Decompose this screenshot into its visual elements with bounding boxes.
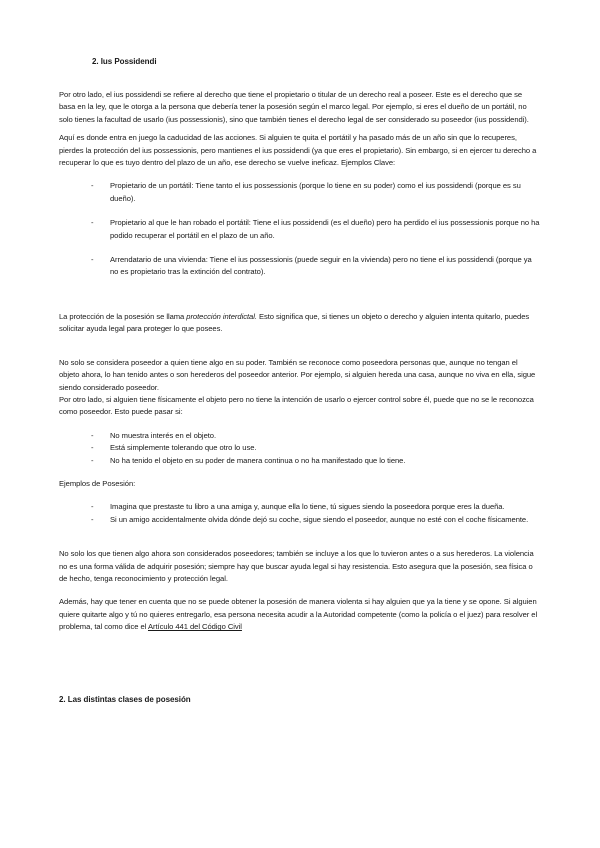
section-heading-ius-possidendi: 2. Ius Possidendi xyxy=(92,57,157,66)
examples-heading: Ejemplos de Posesión: xyxy=(59,478,136,488)
key-examples-list xyxy=(59,180,540,278)
list-item: - Propietario de un portátil: Tiene tanto el ius possessionis (porque lo tiene en su poder) como el ius possidendi (porque es su dueño). xyxy=(59,180,540,205)
protection-text-before: La protección de la posesión se llama xyxy=(59,311,187,321)
list-item: - Si un amigo accidentalmente olvida dónde dejó su coche, sigue siendo el poseedor, aunque no esté con el coche físicamente. xyxy=(59,514,540,526)
section-heading-clases-posesion: 2. Las distintas clases de posesión xyxy=(59,694,191,704)
list-item: - No ha tenido el objeto en su poder de manera continua o no ha manifestado que lo tiene. xyxy=(59,455,540,467)
paragraph-no-poseedor: Por otro lado, si alguien tiene físicamente el objeto pero no tiene la intención de usarlo o ejercer control sobre él, puede que no se le reconozca como poseedor. Esto puede pasar si: xyxy=(59,394,534,417)
paragraph-herederos: No solo los que tienen algo ahora son considerados poseedores; también se incluye a los que lo tuvieron antes o a sus herederos. La violencia no es una forma válida de adquirir posesión; siempre hay que buscar ayuda legal si hay resistencia. Esto asegura que la posesión, sea física o de hecho, tenga reconocimiento y protección legal. xyxy=(59,549,534,583)
possession-examples-list xyxy=(59,501,540,526)
paragraph-violencia xyxy=(59,596,540,633)
list-item: - Imagina que prestaste tu libro a una amiga y, aunque ella lo tiene, tú sigues siendo la poseedora porque eres la dueña. xyxy=(59,501,540,513)
conditions-list xyxy=(59,430,540,467)
paragraph-ius-possidendi-definition: Por otro lado, el ius possidendi se refiere al derecho que tiene el propietario o titular de un derecho real a poseer. Este es el derecho que se basa en la ley, que le otorga a la persona que debería tener la posesión según el marco legal. Por ejemplo, si eres el dueño de un portátil, no solo tienes la facultad de usarlo (ius possessionis), sino que también tienes el derecho legal de ser considerado su poseedor (ius possidendi). xyxy=(59,90,529,124)
violence-text: Además, hay que tener en cuenta que no se puede obtener la posesión de manera violenta si hay alguien que ya la tiene y se opone. Si alguien quiere quitarte algo y tú no quieres entregarlo, esa persona necesita acudir a la Autoridad competente (como la policía o el juez) para resolver el problema, tal como dice el xyxy=(59,597,538,632)
protection-text-after: Esto significa que, si tienes un objeto o derecho y alguien intenta quitarlo, puedes solicitar ayuda legal para proteger lo que posees. xyxy=(59,311,530,334)
list-item: - Propietario al que le han robado el portátil: Tiene el ius possidendi (es el dueño) pero ha perdido el ius possessionis porque no ha podido recuperar el portátil en el plazo de un año. xyxy=(59,217,540,242)
list-item: - No muestra interés en el objeto. xyxy=(59,430,540,442)
paragraph-proteccion-interdictal xyxy=(59,311,540,336)
articulo-441-link[interactable]: Artículo 441 del Código Civil xyxy=(147,622,242,632)
protection-term: protección interdictal. xyxy=(186,311,257,321)
list-item: - Arrendatario de una vivienda: Tiene el ius possessionis (puede seguir en la vivienda) pero no tiene el ius possidendi (porque ya no es propietario tras la extinción del contrato). xyxy=(59,254,540,279)
paragraph-caducidad: Aquí es donde entra en juego la caducidad de las acciones. Si alguien te quita el portátil y ha pasado más de un año sin que lo recuperes, pierdes la protección del ius possessionis, pero mantienes el ius possidendi (ya que eres el propietario). Sin embargo, si en ejercer tu derecho a recuperar lo que es tuyo dentro del plazo de un año, ese derecho se vuelve ineficaz. Ejemplos Clave: xyxy=(59,133,537,168)
paragraph-poseedor: No solo se considera poseedor a quien tiene algo en su poder. También se reconoce como poseedora personas que, aunque no tengan el objeto ahora, lo han tenido antes o son herederos del poseedor anterior. Por ejemplo, si alguien hereda una casa, aunque no viva en ella, sigue siendo considerado poseedor. xyxy=(59,357,536,392)
list-item: - Está simplemente tolerando que otro lo use. xyxy=(59,442,540,454)
